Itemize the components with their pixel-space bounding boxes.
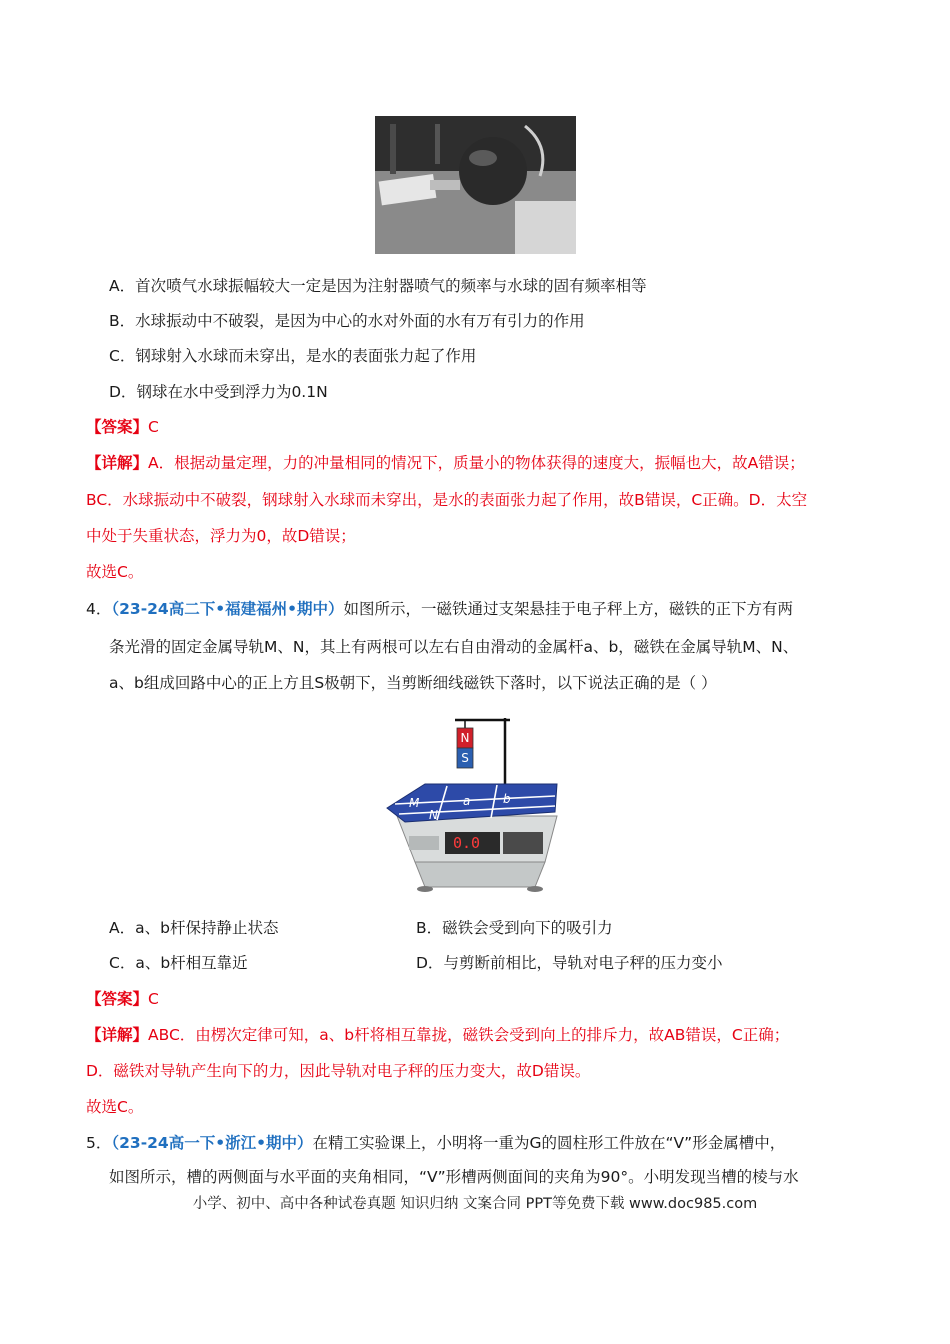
q4-detail-line-1: [86, 1024, 789, 1046]
q4-option-a: [109, 917, 278, 939]
detail-text: ABC．由楞次定律可知，a、b杆将相互靠拢，磁铁会受到向上的排斥力，故AB错误，C正确；: [148, 1026, 790, 1044]
magnet-s-label: S: [461, 751, 469, 765]
q4-option-d: [416, 952, 722, 974]
rail-n-label: N: [429, 808, 438, 822]
question-number: 5．: [86, 1134, 112, 1152]
q3-option-a: [109, 275, 647, 297]
q4-option-b: [416, 917, 613, 939]
q4-answer: [86, 988, 159, 1010]
page-footer: 小学、初中、高中各种试卷真题 知识归纳 文案合同 PPT等免费下载 www.doc985.com: [192, 1196, 758, 1212]
q4-stem-line-1: [86, 598, 793, 620]
answer-value: C: [148, 418, 159, 436]
q5-stem-line-2: 如图所示，槽的两侧面与水平面的夹角相同，“V”形槽两侧面间的夹角为90°。小明发现当槽的棱与水: [109, 1168, 799, 1186]
option-label: C．: [109, 347, 136, 365]
option-text: a、b杆保持静止状态: [135, 919, 279, 937]
detail-tag: 【详解】: [86, 1026, 149, 1044]
option-label: D．: [416, 954, 444, 972]
option-label: C．: [109, 954, 136, 972]
question-source: （23-24高二下•福建福州•期中）: [111, 600, 344, 618]
rod-a-label: a: [463, 794, 471, 808]
q3-detail-line-1: [86, 452, 805, 474]
detail-tag: 【详解】: [86, 454, 149, 472]
option-label: A．: [109, 919, 136, 937]
option-label: A．: [109, 277, 136, 295]
stem-text: 如图所示，一磁铁通过支架悬挂于电子秤上方，磁铁的正下方有两: [343, 600, 794, 618]
option-label: D．: [109, 383, 137, 401]
question-number: 4．: [86, 600, 112, 618]
q4-stem-line-2: 条光滑的固定金属导轨M、N，其上有两根可以左右自由滑动的金属杆a、b，磁铁在金属导轨M、N、: [109, 638, 799, 656]
option-text: 磁铁会受到向下的吸引力: [442, 919, 613, 937]
rail-m-label: M: [409, 796, 420, 810]
answer-tag: 【答案】: [86, 990, 149, 1008]
option-label: B．: [416, 919, 443, 937]
answer-tag: 【答案】: [86, 418, 149, 436]
magnet-scale-figure: [385, 712, 565, 902]
magnet-n-label: N: [460, 731, 470, 745]
q4-detail-line-2: D．磁铁对导轨产生向下的力，因此导轨对电子秤的压力变大，故D错误。: [86, 1062, 591, 1080]
answer-value: C: [148, 990, 159, 1008]
scale-display: 0.0: [453, 834, 481, 852]
rod-b-label: b: [503, 792, 511, 806]
q3-detail-line-2: BC．水球振动中不破裂，钢球射入水球而未穿出，是水的表面张力起了作用，故B错误，C正确。D．太空: [86, 491, 808, 509]
q4-conclusion: 故选C。: [86, 1098, 144, 1116]
option-text: 首次喷气水球振幅较大一定是因为注射器喷气的频率与水球的固有频率相等: [135, 277, 647, 295]
water-ball-photo: [375, 116, 576, 254]
option-label: B．: [109, 312, 136, 330]
option-text: a、b杆相互靠近: [135, 954, 248, 972]
q3-answer: [86, 416, 159, 438]
q3-option-d: [109, 381, 328, 403]
detail-text: A．根据动量定理，力的冲量相同的情况下，质量小的物体获得的速度大，振幅也大，故A错误；: [148, 454, 805, 472]
q4-option-c: [109, 952, 248, 974]
option-text: 钢球射入水球而未穿出，是水的表面张力起了作用: [135, 347, 477, 365]
option-text: 与剪断前相比，导轨对电子秤的压力变小: [443, 954, 723, 972]
question-source: （23-24高一下•浙江•期中）: [111, 1134, 313, 1152]
q3-option-c: [109, 345, 476, 367]
q3-option-b: [109, 310, 585, 332]
option-text: 钢球在水中受到浮力为0.1N: [136, 383, 328, 401]
q4-stem-line-3: a、b组成回路中心的正上方且S极朝下，当剪断细线磁铁下落时，以下说法正确的是（ ）: [109, 674, 717, 692]
q3-detail-line-3: 中处于失重状态，浮力为0，故D错误；: [86, 527, 356, 545]
q3-conclusion: 故选C。: [86, 563, 144, 581]
stem-text: 在精工实验课上，小明将一重为G的圆柱形工件放在“V”形金属槽中，: [312, 1134, 786, 1152]
q5-stem-line-1: [86, 1132, 785, 1154]
option-text: 水球振动中不破裂，是因为中心的水对外面的水有万有引力的作用: [135, 312, 585, 330]
